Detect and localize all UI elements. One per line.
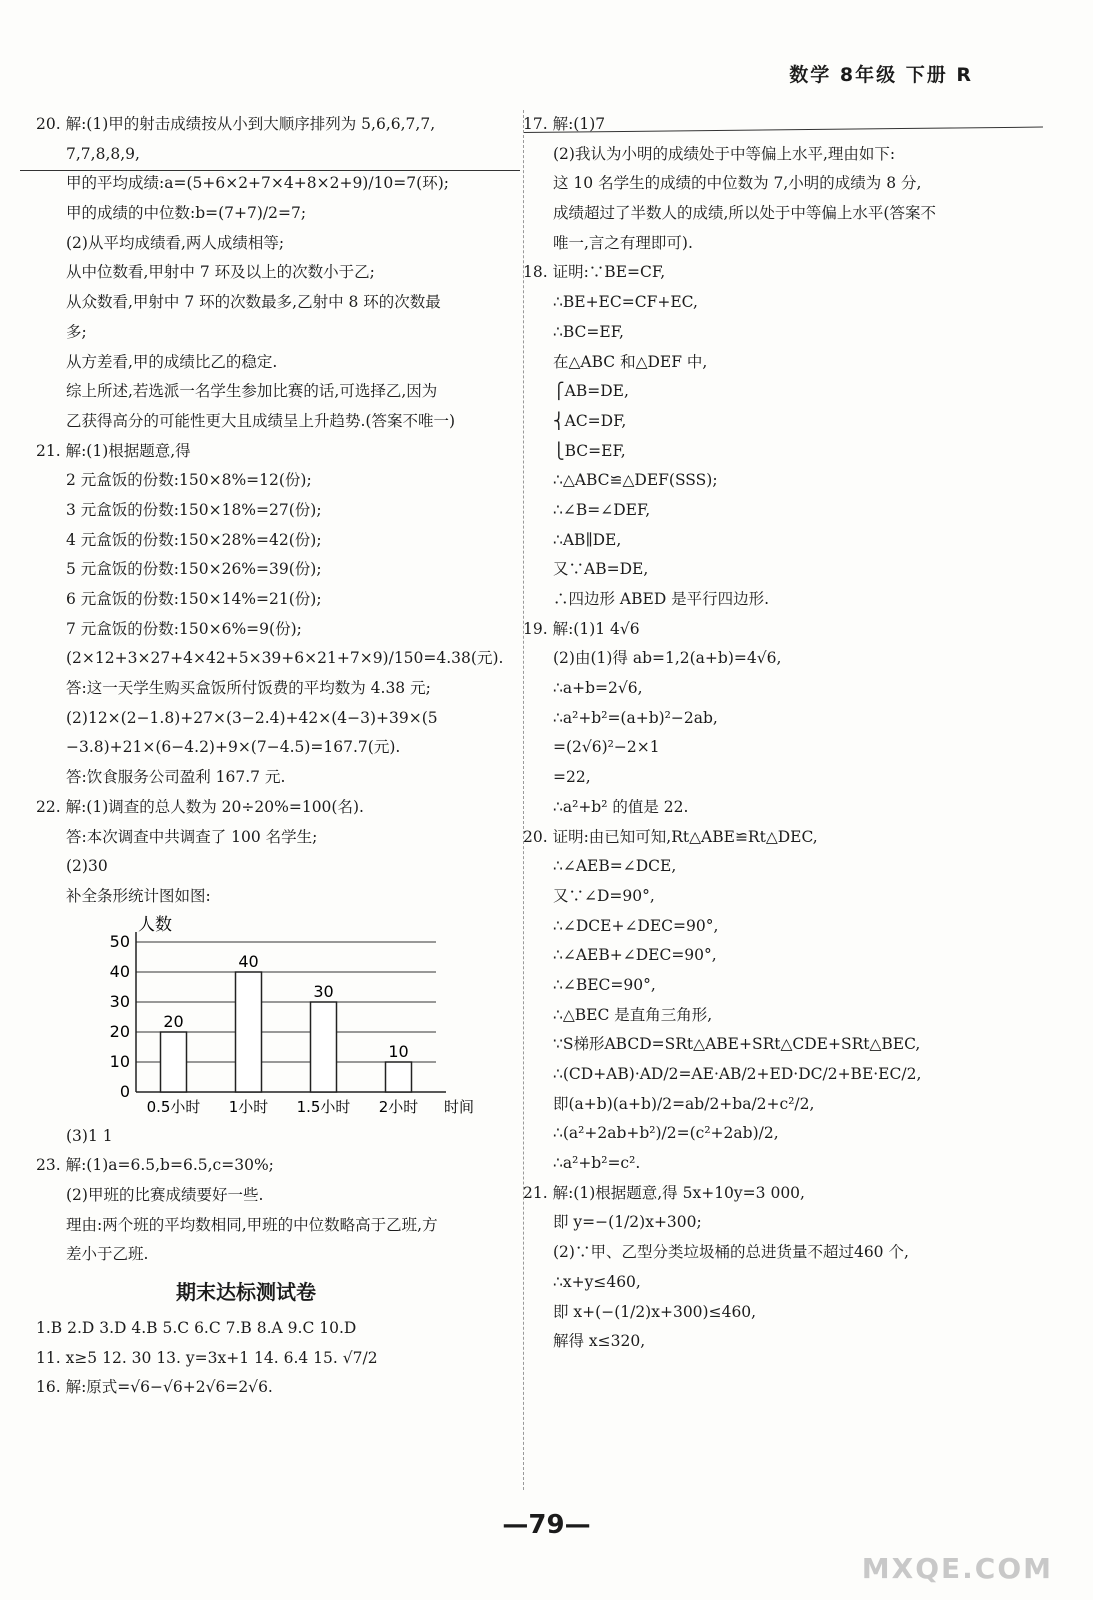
text-line: 从方差看,甲的成绩比乙的稳定.	[66, 352, 278, 371]
text-line: ∴(CD+AB)·AD/2=AE·AB/2+ED·DC/2+BE·EC/2,	[553, 1065, 922, 1083]
text-line: 23. 解:(1)a=6.5,b=6.5,c=30%;	[36, 1156, 274, 1175]
text-line: ∴∠AEB=∠DCE,	[553, 857, 677, 876]
bar	[236, 972, 262, 1092]
bar	[161, 1032, 187, 1092]
text-line: 综上所述,若选派一名学生参加比赛的话,可选择乙,因为	[66, 382, 438, 401]
text-line: (2)从平均成绩看,两人成绩相等;	[66, 233, 285, 252]
text-line: (2×12+3×27+4×42+5×39+6×21+7×9)/150=4.38(元).	[66, 649, 504, 668]
text-line: 理由:两个班的平均数相同,甲班的中位数略高于乙班,方	[66, 1215, 438, 1234]
x-axis-label: 时间	[444, 1097, 475, 1116]
watermark: MXQE.COM	[861, 1552, 1053, 1585]
text-line: (3)1 1	[66, 1126, 113, 1145]
y-tick-label: 30	[109, 991, 130, 1011]
x-tick-label: 1小时	[228, 1097, 269, 1116]
y-tick-label: 10	[109, 1051, 130, 1071]
text-line: 19. 解:(1)1 4√6	[523, 619, 640, 638]
bar-value-label: 30	[313, 981, 334, 1001]
text-line: (2)甲班的比赛成绩要好一些.	[66, 1185, 264, 1204]
text-line: 7,7,8,8,9,	[66, 144, 140, 163]
text-line: 成绩超过了半数人的成绩,所以处于中等偏上水平(答案不	[553, 204, 936, 223]
bar	[311, 1002, 337, 1092]
text-line: −3.8)+21×(6−4.2)+9×(7−4.5)=167.7(元).	[66, 738, 401, 757]
text-line: ∴∠AEB+∠DEC=90°,	[553, 946, 717, 965]
right-column	[523, 110, 973, 1357]
text-line: ∴a+b=2√6,	[553, 679, 643, 698]
text-line: 甲的平均成绩:a=(5+6×2+7×4+8×2+9)/10=7(环);	[66, 174, 449, 193]
text-line: ∴∠DCE+∠DEC=90°,	[553, 916, 719, 935]
text-line: 答:饮食服务公司盈利 167.7 元.	[66, 768, 286, 787]
text-line: (2)我认为小明的成绩处于中等偏上水平,理由如下:	[553, 144, 896, 163]
text-line: ∴a²+b²=c².	[553, 1154, 641, 1173]
bar-chart	[76, 912, 496, 1122]
text-line: 唯一,言之有理即可).	[553, 233, 693, 252]
bar-value-label: 20	[163, 1011, 184, 1031]
text-line: 22. 解:(1)调查的总人数为 20÷20%=100(名).	[36, 797, 364, 816]
text-line: ∴△ABC≌△DEF(SSS);	[553, 471, 718, 490]
text-line: 20. 证明:由已知可知,Rt△ABE≌Rt△DEC,	[523, 827, 818, 846]
text-line: ∴AB∥DE,	[553, 530, 622, 549]
bar-value-label: 10	[388, 1041, 409, 1061]
text-line: ∴a²+b² 的值是 22.	[553, 797, 689, 816]
y-tick-label: 0	[119, 1081, 130, 1101]
text-line: ∴x+y≤460,	[553, 1272, 641, 1291]
y-tick-label: 40	[109, 961, 130, 981]
text-line: 21. 解:(1)根据题意,得 5x+10y=3 000,	[523, 1183, 805, 1202]
text-line: 2 元盒饭的份数:150×8%=12(份);	[66, 471, 312, 490]
text-line: 18. 证明:∵BE=CF,	[523, 263, 666, 282]
text-line: 在△ABC 和△DEF 中,	[553, 352, 708, 371]
text-line: ∴△BEC 是直角三角形,	[553, 1005, 713, 1024]
bar-value-label: 40	[238, 951, 259, 971]
text-line: 11. x≥5 12. 30 13. y=3x+1 14. 6.4 15. √7/2	[36, 1348, 378, 1367]
text-line: ⎨AC=DF,	[553, 411, 627, 430]
text-line: 解得 x≤320,	[553, 1332, 646, 1351]
text-line: ⎧AB=DE,	[553, 382, 629, 401]
y-tick-label: 50	[109, 931, 130, 951]
text-line: ∴BC=EF,	[553, 322, 624, 341]
text-line: (2)由(1)得 ab=1,2(a+b)=4√6,	[553, 649, 782, 668]
text-line: 7 元盒饭的份数:150×6%=9(份);	[66, 619, 302, 638]
text-line: ∴(a²+2ab+b²)/2=(c²+2ab)/2,	[553, 1124, 779, 1143]
text-line: 答:本次调查中共调查了 100 名学生;	[66, 827, 318, 846]
bar	[386, 1062, 412, 1092]
text-line: ⎩BC=EF,	[553, 441, 626, 460]
text-line: 乙获得高分的可能性更大且成绩呈上升趋势.(答案不唯一)	[66, 411, 456, 430]
text-line: 5 元盒饭的份数:150×26%=39(份);	[66, 560, 322, 579]
text-line: 6 元盒饭的份数:150×14%=21(份);	[66, 590, 322, 608]
text-line: 从中位数看,甲射中 7 环及以上的次数小于乙;	[66, 263, 375, 282]
text-line: 多;	[66, 322, 87, 341]
text-line: (2)∵甲、乙型分类垃圾桶的总进货量不超过460 个,	[553, 1243, 909, 1262]
text-line: 又∵∠D=90°,	[553, 886, 655, 905]
text-line: 这 10 名学生的成绩的中位数为 7,小明的成绩为 8 分,	[553, 174, 922, 193]
text-line: 甲的成绩的中位数:b=(7+7)/2=7;	[66, 204, 307, 223]
text-line: ∴a²+b²=(a+b)²−2ab,	[553, 708, 718, 727]
x-tick-label: 0.5小时	[146, 1097, 201, 1116]
text-line: 17. 解:(1)7	[523, 115, 606, 133]
x-tick-label: 2小时	[378, 1097, 419, 1116]
left-column	[36, 110, 514, 1403]
text-line: 补全条形统计图如图:	[66, 886, 211, 905]
text-line: 即(a+b)(a+b)/2=ab/2+ba/2+c²/2,	[553, 1094, 815, 1113]
text-line: 从众数看,甲射中 7 环的次数最多,乙射中 8 环的次数最	[66, 293, 441, 312]
text-line: 3 元盒饭的份数:150×18%=27(份);	[66, 500, 322, 519]
y-axis-label: 人数	[138, 914, 172, 935]
text-line: 20. 解:(1)甲的射击成绩按从小到大顺序排列为 5,6,6,7,7,	[36, 115, 436, 133]
text-line: 4 元盒饭的份数:150×28%=42(份);	[66, 530, 322, 549]
page-header: 数学 8年级 下册 R	[789, 64, 973, 86]
text-line: 1.B 2.D 3.D 4.B 5.C 6.C 7.B 8.A 9.C 10.D	[36, 1319, 357, 1337]
text-line: 又∵AB=DE,	[553, 560, 649, 579]
text-line: ∵S梯形ABCD=SRt△ABE+SRt△CDE+SRt△BEC,	[553, 1035, 921, 1054]
text-line: ∴∠BEC=90°,	[553, 975, 656, 994]
page-number: —79—	[502, 1510, 591, 1540]
text-line: 16. 解:原式=√6−√6+2√6=2√6.	[36, 1378, 273, 1397]
text-line: =(2√6)²−2×1	[553, 738, 660, 757]
text-line: ∴∠B=∠DEF,	[553, 500, 651, 519]
text-line: 21. 解:(1)根据题意,得	[36, 441, 191, 460]
text-line: =22,	[553, 768, 591, 787]
x-tick-label: 1.5小时	[296, 1097, 351, 1116]
text-line: 答:这一天学生购买盒饭所付饭费的平均数为 4.38 元;	[66, 679, 431, 698]
text-line: (2)12×(2−1.8)+27×(3−2.4)+42×(4−3)+39×(5	[66, 708, 438, 727]
text-line: 即 y=−(1/2)x+300;	[553, 1213, 702, 1232]
y-tick-label: 20	[109, 1021, 130, 1041]
text-line: 差小于乙班.	[66, 1245, 149, 1264]
text-line: ∴BE+EC=CF+EC,	[553, 293, 698, 312]
text-line: (2)30	[66, 857, 108, 876]
text-line: 即 x+(−(1/2)x+300)≤460,	[553, 1302, 757, 1321]
bar-chart-svg	[76, 912, 496, 1122]
text-line: ∴四边形 ABED 是平行四边形.	[553, 590, 770, 608]
section-title: 期末达标测试卷	[176, 1280, 316, 1304]
